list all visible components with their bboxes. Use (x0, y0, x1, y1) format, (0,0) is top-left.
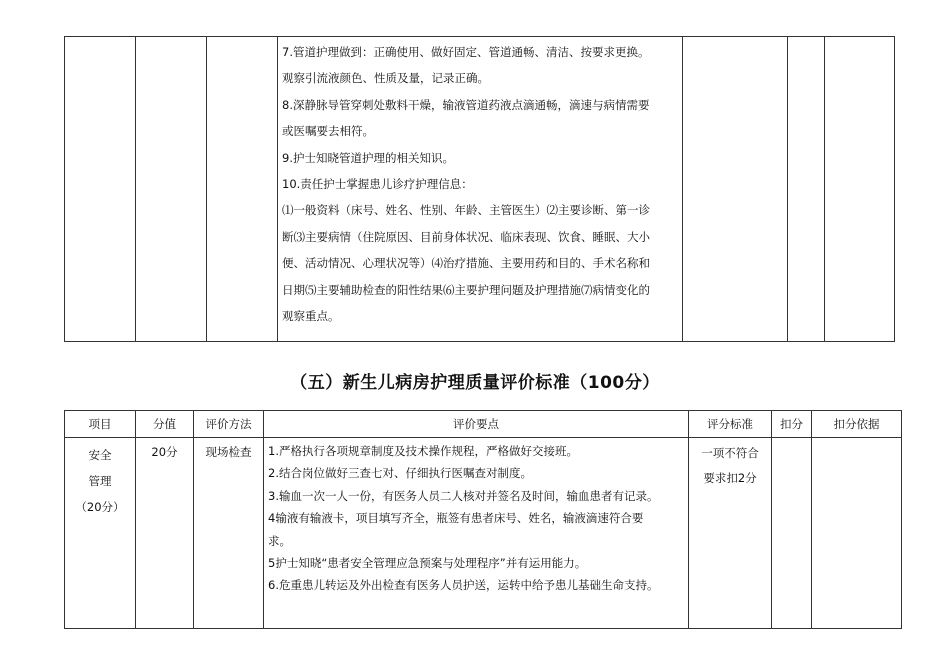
standard-line: 一项不符合 (701, 446, 759, 460)
points-cell (264, 438, 689, 629)
header-basis: 扣分依据 (812, 411, 902, 438)
standard-cell (689, 438, 772, 629)
continuation-table (64, 36, 895, 342)
point-line: 5护士知晓“患者安全管理应急预案与处理程序”并有运用能力。 (268, 556, 587, 571)
continuation-line: 8.深静脉导管穿刺处敷料干燥，输液管道药液点滴通畅，滴速与病情需要 (282, 97, 650, 112)
continuation-line: 9.护士知晓管道护理的相关知识。 (282, 150, 454, 165)
evaluation-table (64, 410, 902, 629)
point-line: 2.结合岗位做好三查七对、仔细执行医嘱查对制度。 (268, 466, 532, 481)
continuation-deduct-cell (788, 37, 825, 342)
continuation-line: 断⑶主要病情（住院原因、目前身体状况、临床表现、饮食、睡眠、大小 (282, 229, 650, 244)
continuation-line: 或医嘱要去相符。 (282, 124, 374, 139)
continuation-points-cell (278, 37, 683, 342)
point-line: 6.危重患儿转运及外出检查有医务人员护送，运转中给予患儿基础生命支持。 (268, 578, 659, 593)
header-item: 项目 (65, 411, 136, 438)
score-cell (136, 438, 194, 629)
continuation-line: 观察重点。 (282, 309, 340, 324)
continuation-line: ⑴一般资料（床号、姓名、性别、年龄、主管医生）⑵主要诊断、第一诊 (282, 203, 650, 218)
header-method: 评价方法 (194, 411, 264, 438)
point-line: 4输液有输液卡，项目填写齐全，瓶签有患者床号、姓名，输液滴速符合要 (268, 511, 644, 526)
deduct-cell (772, 438, 812, 629)
item-line: 安全 (88, 448, 112, 462)
point-line: 求。 (268, 533, 291, 548)
continuation-basis-cell (825, 37, 895, 342)
item-line: 管理 (88, 474, 112, 488)
standard-line: 要求扣2分 (703, 471, 757, 485)
header-deduct: 扣分 (772, 411, 812, 438)
point-line: 1.严格执行各项规章制度及技术操作规程，严格做好交接班。 (268, 444, 578, 458)
header-points: 评价要点 (264, 411, 689, 438)
table-row (65, 438, 902, 629)
section-title: （五）新生儿病房护理质量评价标准（100分） (290, 373, 660, 393)
method-value: 现场检查 (205, 445, 252, 459)
continuation-line: 日期⑸主要辅助检查的阳性结果⑹主要护理问题及护理措施⑺病情变化的 (282, 282, 650, 297)
basis-cell (812, 438, 902, 629)
continuation-item-cell (65, 37, 136, 342)
method-cell (194, 438, 264, 629)
item-cell (65, 438, 136, 629)
continuation-line: 10.责任护士掌握患儿诊疗护理信息： (282, 177, 473, 192)
continuation-row (65, 37, 895, 342)
item-line: （20分） (75, 500, 125, 514)
header-standard: 评分标准 (689, 411, 772, 438)
header-row (65, 411, 902, 438)
score-value: 20分 (151, 445, 178, 459)
point-line: 3.输血一次一人一份，有医务人员二人核对并签名及时间，输血患者有记录。 (268, 488, 659, 503)
header-score: 分值 (136, 411, 194, 438)
continuation-method-cell (207, 37, 278, 342)
continuation-line: 便、活动情况、心理状况等）⑷治疗措施、主要用药和目的、手术名称和 (282, 256, 650, 271)
continuation-line: 观察引流液颜色、性质及量，记录正确。 (282, 71, 489, 86)
continuation-score-cell (136, 37, 207, 342)
continuation-line: 7.管道护理做到：正确使用、做好固定、管道通畅、清洁、按要求更换。 (282, 45, 650, 59)
continuation-standard-cell (683, 37, 788, 342)
